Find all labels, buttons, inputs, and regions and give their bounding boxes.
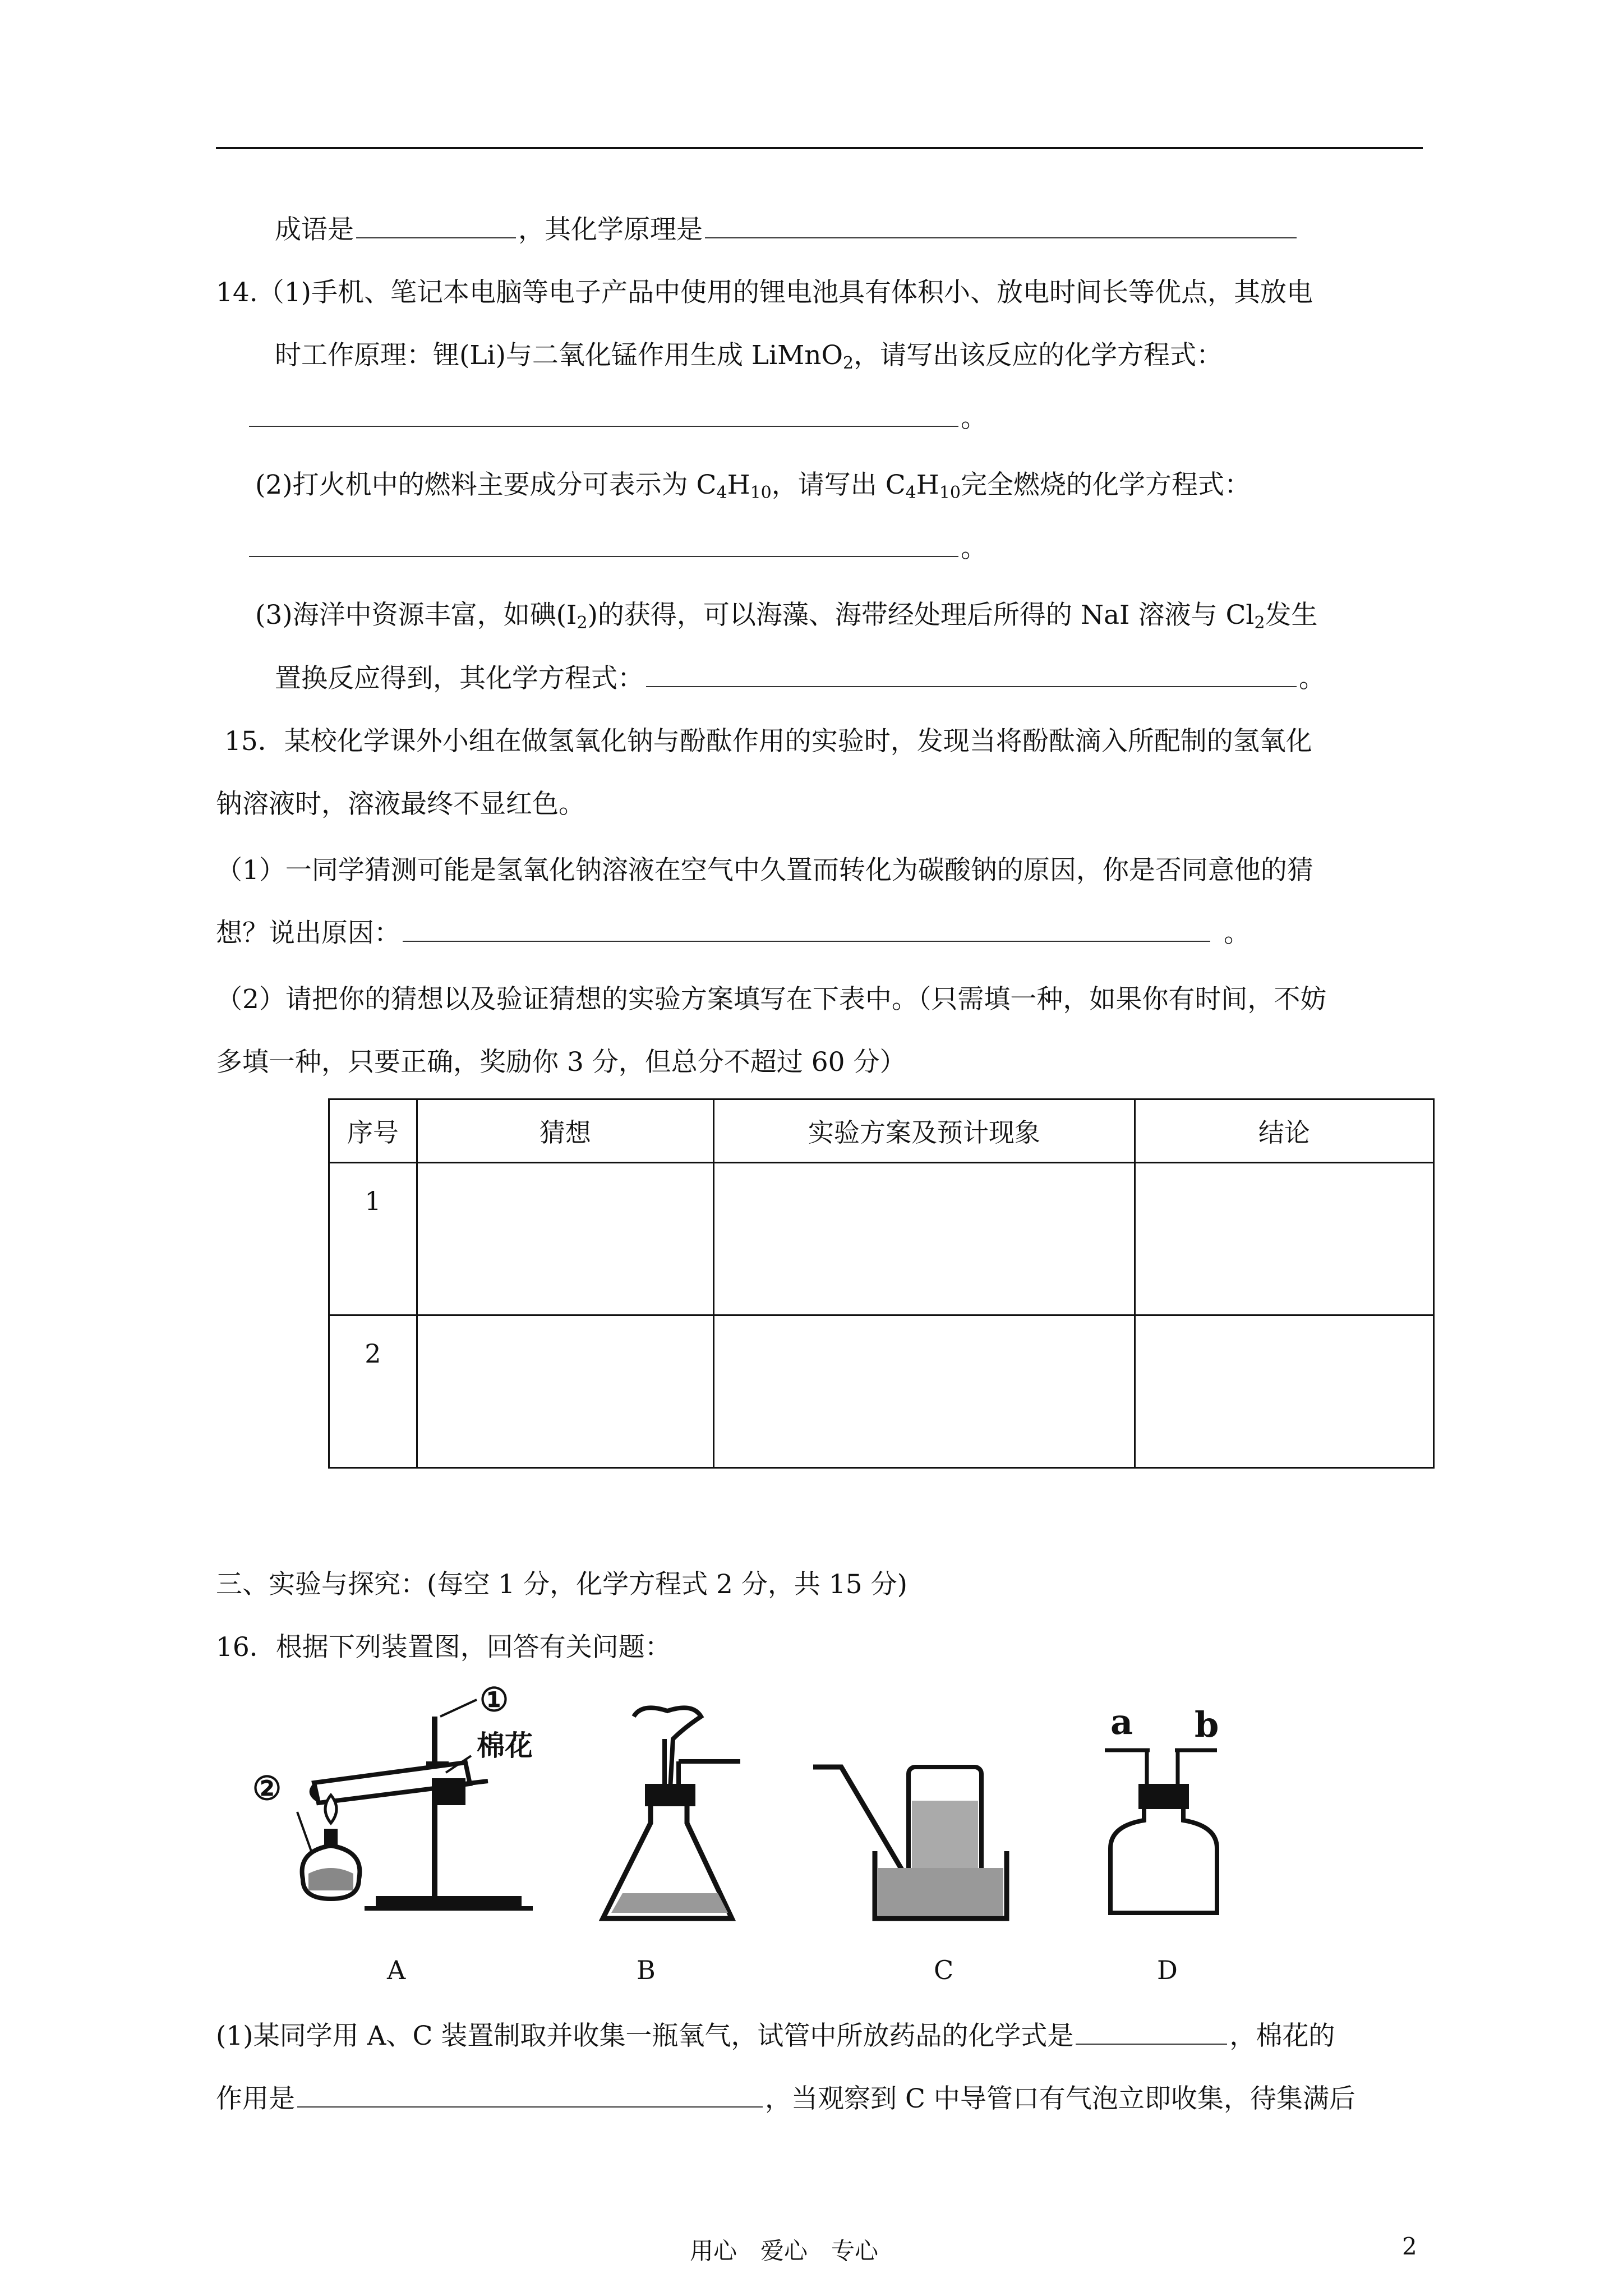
text: 发生 xyxy=(1265,600,1318,631)
table-header-cell: 猜想 xyxy=(417,1099,713,1163)
apparatus-d-figure xyxy=(1094,1728,1239,1930)
label-b: b xyxy=(1195,1704,1219,1745)
q16-part-1b xyxy=(216,2082,1355,2116)
table-row xyxy=(329,1315,1434,1468)
table-cell: 1 xyxy=(329,1163,417,1315)
answer-blank[interactable] xyxy=(249,533,958,557)
caption-c: C xyxy=(934,1955,954,1985)
label-circle-1: ① xyxy=(479,1681,509,1719)
answer-blank[interactable] xyxy=(249,403,958,427)
answer-blank[interactable] xyxy=(705,215,1297,238)
text: (2)打火机中的燃料主要成分可表示为 C xyxy=(255,470,717,500)
q15-part-1b xyxy=(216,917,1250,950)
label-circle-2: ② xyxy=(252,1769,282,1807)
text: 完全燃烧的化学方程式： xyxy=(960,470,1251,500)
experiment-table xyxy=(328,1098,1435,1469)
subscript: 4 xyxy=(716,483,727,503)
q16-part-1a xyxy=(216,2019,1335,2053)
subscript: 4 xyxy=(905,483,916,503)
subscript: 2 xyxy=(843,353,854,373)
text: 。 xyxy=(961,403,987,434)
table-cell[interactable] xyxy=(1135,1163,1433,1315)
table-cell[interactable] xyxy=(417,1163,713,1315)
answer-blank[interactable] xyxy=(356,215,516,238)
table-header-row xyxy=(329,1099,1434,1163)
q14-line-2 xyxy=(275,339,1223,372)
table-header-cell: 序号 xyxy=(329,1099,417,1163)
subscript: 10 xyxy=(750,483,772,503)
idiom-line xyxy=(275,213,1299,247)
text: 。 xyxy=(961,533,987,564)
q15-line-2: 钠溶液时，溶液最终不显红色。 xyxy=(216,789,585,820)
text: ，棉花的 xyxy=(1229,2021,1335,2051)
text: 置换反应得到，其化学方程式： xyxy=(275,663,644,694)
table-row xyxy=(329,1163,1434,1315)
answer-blank[interactable] xyxy=(403,918,1210,942)
text: 。 xyxy=(1224,918,1250,949)
apparatus-a-figure xyxy=(247,1683,538,1930)
q15-line-1: 15．某校化学课外小组在做氢氧化钠与酚酞作用的实验时，发现当将酚酞滴入所配制的氢氧化 xyxy=(224,726,1312,757)
section-3-title: 三、实验与探究：(每空 1 分，化学方程式 2 分，共 15 分) xyxy=(216,1569,907,1600)
label-a: a xyxy=(1110,1701,1133,1742)
text: ，其化学原理是 xyxy=(518,214,703,245)
q14-answer-2 xyxy=(247,532,987,565)
text: )的获得，可以海藻、海带经处理后所得的 NaI 溶液与 Cl xyxy=(587,600,1255,631)
apparatus-c-figure xyxy=(808,1756,1015,1924)
answer-blank[interactable] xyxy=(646,664,1297,687)
subscript: 2 xyxy=(1254,613,1265,633)
q14-part-2 xyxy=(255,468,1251,502)
text: ，当观察到 C 中导管口有气泡立即收集，待集满后 xyxy=(765,2083,1355,2114)
caption-b: B xyxy=(637,1955,656,1985)
text: ，请写出 C xyxy=(771,470,906,500)
answer-blank[interactable] xyxy=(297,2084,763,2108)
table-header-cell: 实验方案及预计现象 xyxy=(714,1099,1135,1163)
header-rule xyxy=(216,147,1423,149)
q15-part-1a: （1）一同学猜测可能是氢氧化钠溶液在空气中久置而转化为碳酸钠的原因，你是否同意他的猜 xyxy=(216,855,1313,886)
caption-a: A xyxy=(387,1955,406,1985)
text: 。 xyxy=(1299,663,1325,694)
q16-title: 16．根据下列装置图，回答有关问题： xyxy=(216,1632,671,1663)
q14-part-3 xyxy=(255,599,1318,632)
text: 成语是 xyxy=(275,214,354,245)
subscript: 10 xyxy=(939,483,961,503)
q15-part-2a: （2）请把你的猜想以及验证猜想的实验方案填写在下表中。（只需填一种，如果你有时间，不妨 xyxy=(216,984,1327,1015)
table-cell[interactable] xyxy=(714,1315,1135,1468)
q14-part-3b xyxy=(275,662,1325,696)
caption-d: D xyxy=(1157,1955,1178,1985)
text: 时工作原理：锂(Li)与二氧化锰作用生成 LiMnO xyxy=(275,340,843,371)
table-cell: 2 xyxy=(329,1315,417,1468)
text: H xyxy=(916,470,939,500)
text: 想？说出原因： xyxy=(216,918,400,949)
table-cell[interactable] xyxy=(1135,1315,1433,1468)
q15-part-2b: 多填一种，只要正确，奖励你 3 分，但总分不超过 60 分） xyxy=(216,1047,906,1078)
page-number: 2 xyxy=(1402,2233,1417,2260)
subscript: 2 xyxy=(577,613,588,633)
footer-motto: 用心 爱心 专心 xyxy=(690,2237,879,2265)
text: 作用是 xyxy=(216,2083,295,2114)
text: (1)某同学用 A、C 装置制取并收集一瓶氧气，试管中所放药品的化学式是 xyxy=(216,2021,1074,2051)
text: H xyxy=(727,470,750,500)
text: ，请写出该反应的化学方程式： xyxy=(854,340,1223,371)
label-cotton: 棉花 xyxy=(477,1729,533,1762)
table-cell[interactable] xyxy=(417,1315,713,1468)
apparatus-b-figure xyxy=(589,1705,746,1930)
q14-line-1: 14.（1)手机、笔记本电脑等电子产品中使用的锂电池具有体积小、放电时间长等优点，其放电 xyxy=(216,277,1313,308)
q14-answer-1 xyxy=(247,402,987,435)
answer-blank[interactable] xyxy=(1076,2021,1227,2045)
table-header-cell: 结论 xyxy=(1135,1099,1433,1163)
text: (3)海洋中资源丰富，如碘(I xyxy=(255,600,577,631)
table-cell[interactable] xyxy=(714,1163,1135,1315)
